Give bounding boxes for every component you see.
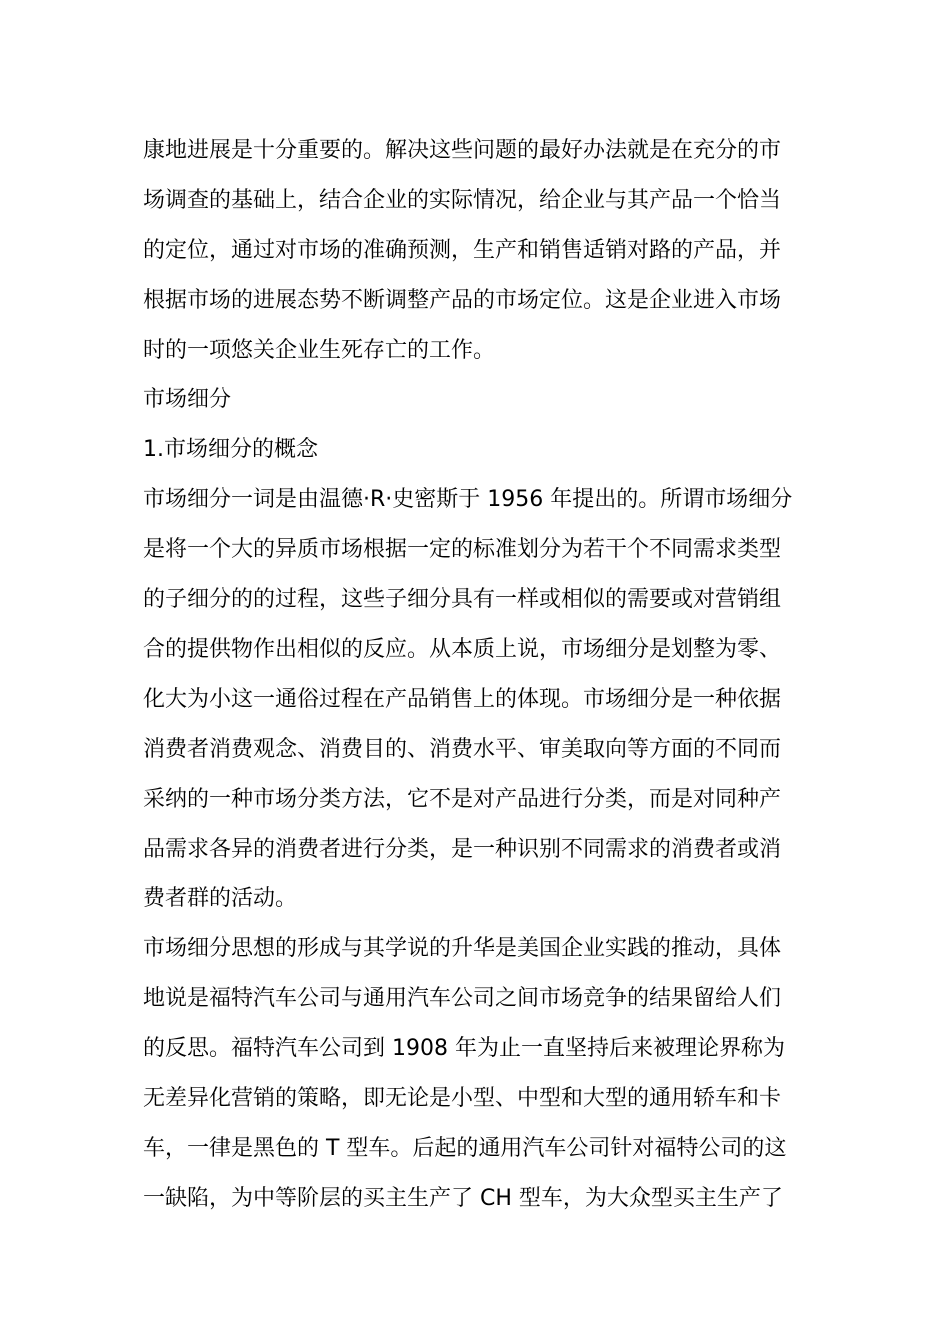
section-heading: 市场细分: [143, 387, 232, 412]
text-line: 根据市场的进展态势不断调整产品的市场定位。这是企业进入市场: [143, 288, 782, 313]
text-line: 采纳的一种市场分类方法，它不是对产品进行分类，而是对同种产: [143, 787, 782, 812]
text-line: 市场细分一词是由温德·R·史密斯于 1956 年提出的。所谓市场细分: [143, 487, 793, 512]
text-line: 是将一个大的异质市场根据一定的标准划分为若干个不同需求类型: [143, 537, 782, 562]
text-line: 地说是福特汽车公司与通用汽车公司之间市场竞争的结果留给人们: [143, 986, 782, 1011]
text-line: 品需求各异的消费者进行分类，是一种识别不同需求的消费者或消: [143, 837, 782, 862]
subsection-heading: 1.市场细分的概念: [143, 437, 318, 462]
text-line: 车，一律是黑色的 T 型车。后起的通用汽车公司针对福特公司的这: [143, 1136, 787, 1161]
text-line: 时的一项悠关企业生死存亡的工作。: [143, 338, 496, 363]
text-line: 市场细分思想的形成与其学说的升华是美国企业实践的推动，具体: [143, 936, 782, 961]
text-line: 的反思。福特汽车公司到 1908 年为止一直坚持后来被理论界称为: [143, 1036, 785, 1061]
text-line: 费者群的活动。: [143, 886, 298, 911]
text-line: 消费者消费观念、消费目的、消费水平、审美取向等方面的不同而: [143, 737, 782, 762]
text-line: 化大为小这一通俗过程在产品销售上的体现。市场细分是一种依据: [143, 687, 782, 712]
text-line: 的子细分的的过程，这些子细分具有一样或相似的需要或对营销组: [143, 587, 782, 612]
text-line: 的定位，通过对市场的准确预测，生产和销售适销对路的产品，并: [143, 238, 782, 263]
text-line: 合的提供物作出相似的反应。从本质上说，市场细分是划整为零、: [143, 637, 782, 662]
text-line: 无差异化营销的策略，即无论是小型、中型和大型的通用轿车和卡: [143, 1086, 782, 1111]
text-line: 场调查的基础上，结合企业的实际情况，给企业与其产品一个恰当: [143, 188, 782, 213]
text-line: 康地进展是十分重要的。解决这些问题的最好办法就是在充分的市: [143, 138, 782, 163]
text-line: 一缺陷，为中等阶层的买主生产了 CH 型车，为大众型买主生产了: [143, 1186, 783, 1211]
